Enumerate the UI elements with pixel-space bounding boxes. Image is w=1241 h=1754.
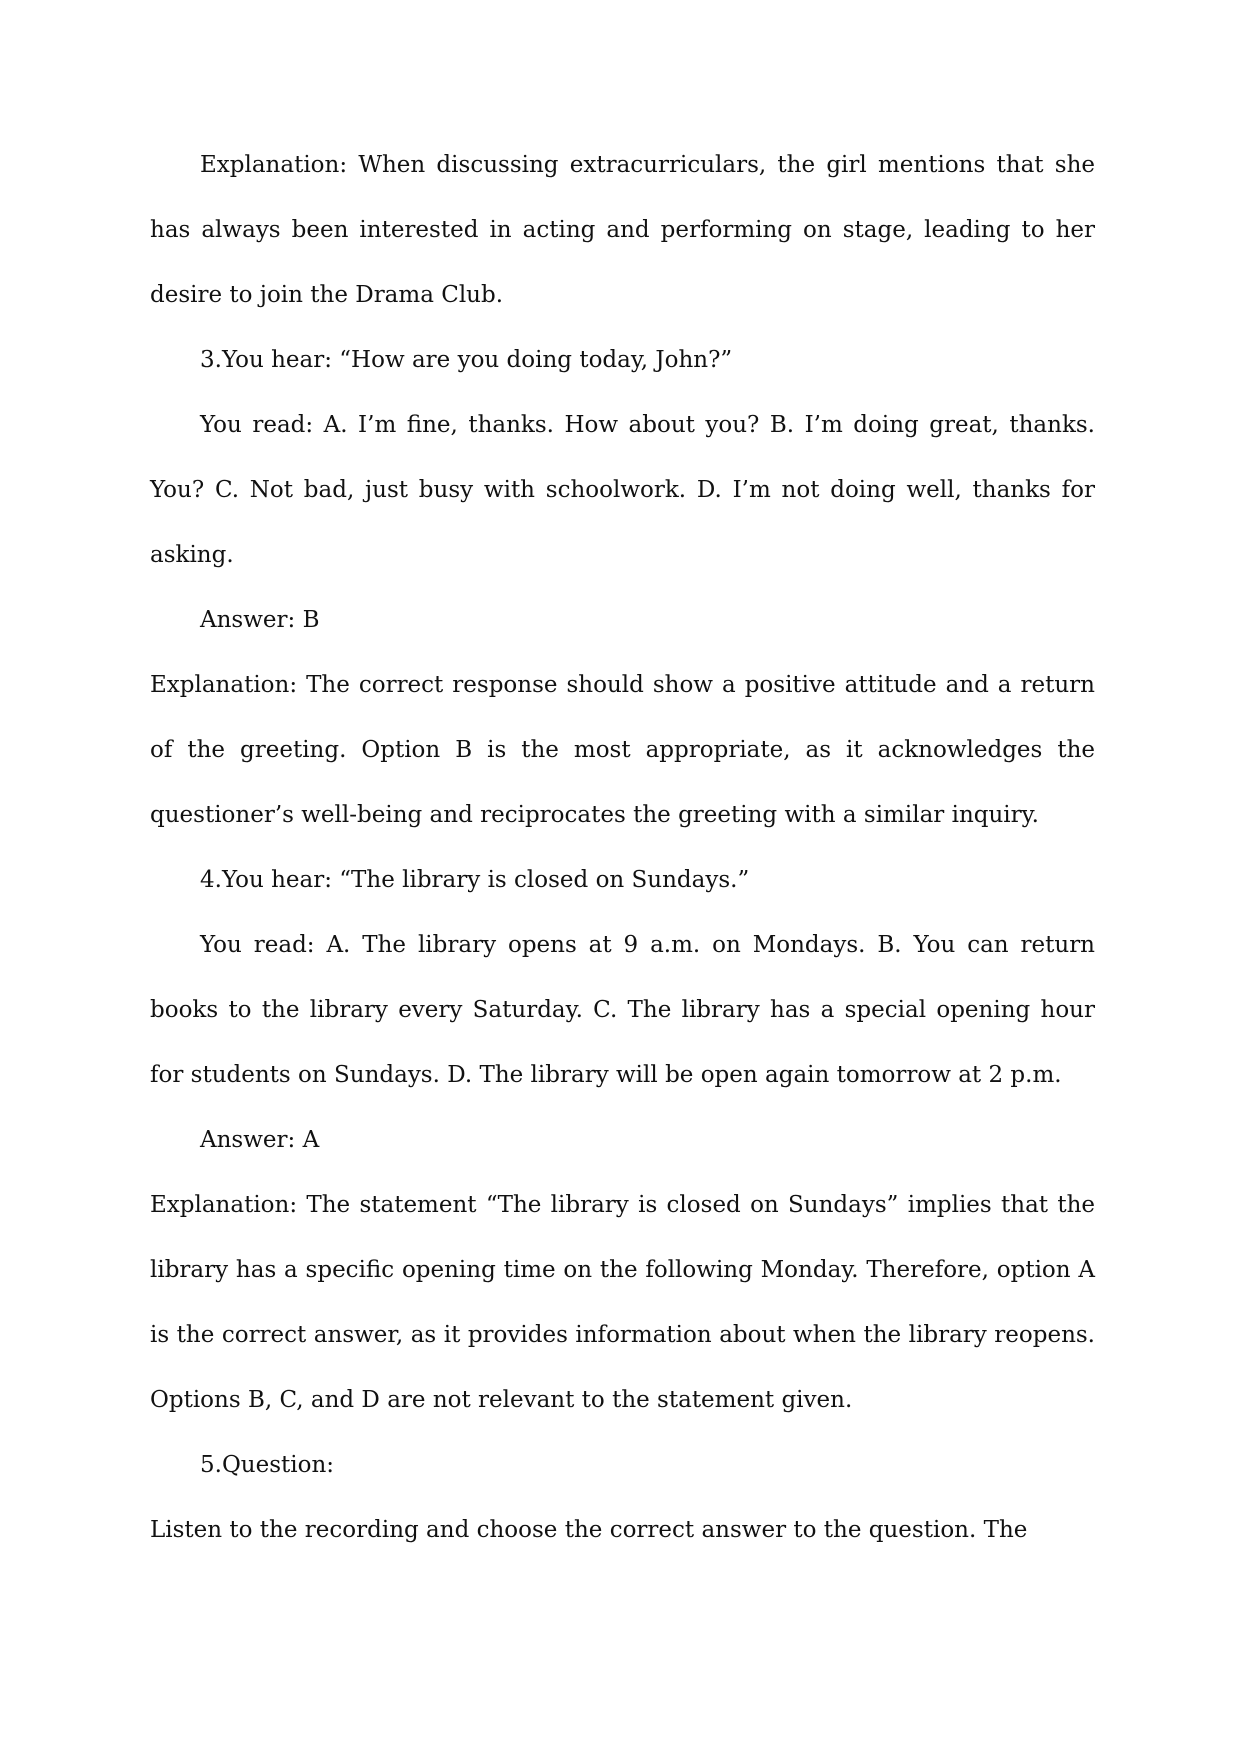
question-3-answer: Answer: B [200, 607, 320, 633]
question-5-instructions: Listen to the recording and choose the correct answer to the question. The [150, 1517, 1028, 1543]
explanation-q4: Explanation: The statement “The library is closed on Sundays” implies that the library has a specific opening time on the following Monday. Therefore, option A is the correct answer, as it provides information about when the library reopens. Options B, C, and D are not relevant to the statement given. [150, 1192, 1095, 1413]
question-4-answer: Answer: A [200, 1127, 320, 1153]
question-5-heading: 5.Question: [200, 1452, 335, 1478]
question-3-options: You read: A. I’m fine, thanks. How about you? B. I’m doing great, thanks. You? C. Not bad, just busy with schoolwork. D. I’m not doing well, thanks for asking. [150, 412, 1095, 568]
explanation-q3: Explanation: The correct response should show a positive attitude and a return of the greeting. Option B is the most appropriate, as it acknowledges the questioner’s well-being and reciprocates the greeting with a similar inquiry. [150, 672, 1095, 828]
question-4-prompt: 4.You hear: “The library is closed on Sundays.” [200, 867, 750, 893]
question-3-prompt: 3.You hear: “How are you doing today, John?” [200, 347, 733, 373]
question-4-options: You read: A. The library opens at 9 a.m. on Mondays. B. You can return books to the library every Saturday. C. The library has a special opening hour for students on Sundays. D. The library will be open again tomorrow at 2 p.m. [150, 932, 1095, 1088]
document-page [150, 133, 1095, 1563]
explanation-q2: Explanation: When discussing extracurriculars, the girl mentions that she has always been interested in acting and performing on stage, leading to her desire to join the Drama Club. [150, 152, 1095, 308]
